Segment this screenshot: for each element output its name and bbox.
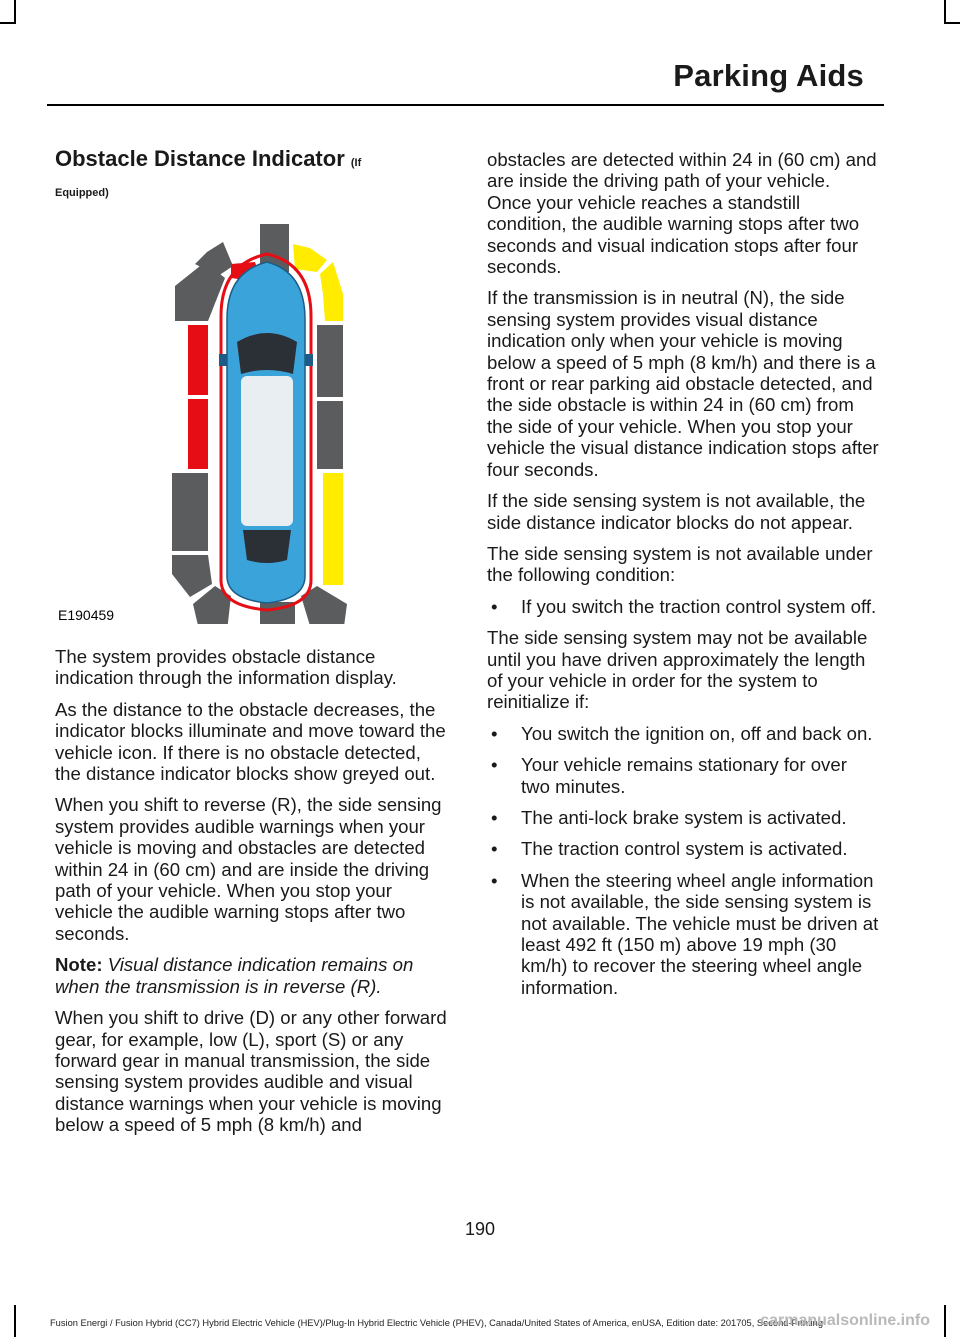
crop-mark: [14, 1305, 16, 1337]
watermark: carmanualsonline.info: [760, 1312, 930, 1329]
vehicle-windshield: [237, 333, 297, 374]
vehicle-roof: [241, 376, 293, 526]
vehicle-mirror-left: [219, 354, 227, 366]
crop-mark: [0, 22, 16, 24]
left-column: [55, 146, 447, 1146]
list-item: • When the steering wheel angle information is not available, the side sensing system is not available. The vehicle must be driven at least 492 ft (150 m) above 19 mph (30 km/h) to recover the steering wheel angle information.: [487, 870, 879, 998]
vehicle-rear-window: [243, 530, 291, 563]
vehicle-mirror-right: [305, 354, 313, 366]
header-divider: [47, 104, 884, 106]
paragraph: If the side sensing system is not available, the side distance indicator blocks do not appear.: [487, 490, 866, 533]
page-number: 190: [464, 1219, 496, 1239]
bullet-list: [487, 723, 879, 998]
crop-mark: [944, 1305, 946, 1337]
paragraph: When you shift to reverse (R), the side sensing system provides audible warnings when your vehicle is moving and obstacles are detected within 24 in (60 cm) and are inside the driving path of your vehicle. When you stop your vehicle the audible warning stops after two seconds.: [55, 794, 442, 944]
crop-mark: [944, 22, 960, 24]
note: [55, 954, 447, 997]
section-heading: [55, 146, 447, 206]
footer-text: Fusion Energi / Fusion Hybrid (CC7) Hybrid Electric Vehicle (HEV)/Plug-In Hybrid Electric Vehicle (PHEV), Canada/United States of America, enUSA, Edition date: 201705, Second-Printing: [50, 1318, 824, 1328]
note-text: Visual distance indication remains on when the transmission is in reverse (R).: [55, 954, 414, 997]
obstacle-indicator-figure: [55, 224, 447, 624]
rear-block-left-outer: [172, 555, 212, 597]
front-block-right-outer: [320, 262, 343, 321]
section-qualifier-open: (If: [350, 157, 362, 169]
paragraph: If the transmission is in neutral (N), the side sensing system provides visual distance indication only when your vehicle is moving below a speed of 5 mph (8 km/h) and there is a front or rear parking aid obstacle detected, and the side obstacle is within 24 in (60 cm) from the side of your vehicle. When you stop your vehicle the visual distance indication stops after four seconds.: [487, 287, 879, 480]
crop-mark: [944, 0, 946, 22]
right-block-grey-2: [317, 401, 343, 469]
paragraph: obstacles are detected within 24 in (60 cm) and are inside the driving path of your vehicle. Once your vehicle reaches a standstill condition, the audible warning stops after two seconds and visual indication stops after four seconds.: [487, 149, 877, 278]
left-block-grey-1: [172, 473, 208, 551]
section-qualifier-close: Equipped): [55, 187, 109, 199]
list-item: • The traction control system is activated.: [487, 838, 879, 859]
note-label: Note:: [55, 954, 103, 976]
paragraph: As the distance to the obstacle decreases, the indicator blocks illuminate and move toward the vehicle icon. If there is no obstacle detected, the distance indicator blocks show greyed out.: [55, 698, 446, 785]
figure-code: E190459: [58, 606, 115, 623]
list-item: • Your vehicle remains stationary for over two minutes.: [487, 754, 879, 797]
bullet-list: [487, 596, 879, 617]
list-item: • You switch the ignition on, off and back on.: [487, 723, 879, 744]
paragraph: The side sensing system may not be available until you have driven approximately the length of your vehicle in order for the system to reinitialize if:: [487, 627, 868, 713]
right-column: [487, 149, 879, 1008]
list-item: • If you switch the traction control system off.: [487, 596, 879, 617]
right-block-yellow: [323, 473, 343, 585]
paragraph: The side sensing system is not available under the following condition:: [487, 542, 873, 586]
vehicle-icon: [219, 254, 313, 610]
right-block-grey-1: [317, 325, 343, 397]
left-block-red-1: [188, 325, 208, 395]
crop-mark: [14, 0, 16, 22]
obstacle-indicator-diagram: [55, 224, 447, 624]
page-header-title: Parking Aids: [673, 58, 864, 93]
left-block-red-2: [188, 399, 208, 469]
paragraph: The system provides obstacle distance indication through the information display.: [55, 646, 397, 689]
paragraph: When you shift to drive (D) or any other forward gear, for example, low (L), sport (S) or any forward gear in manual transmission, the side sensing system provides audible and visual distance warnings when your vehicle is moving below a speed of 5 mph (8 km/h) and: [55, 1007, 447, 1136]
list-item: • The anti-lock brake system is activated.: [487, 807, 879, 828]
section-title: Obstacle Distance Indicator: [55, 146, 345, 171]
front-block-right-yellow: [293, 244, 327, 272]
